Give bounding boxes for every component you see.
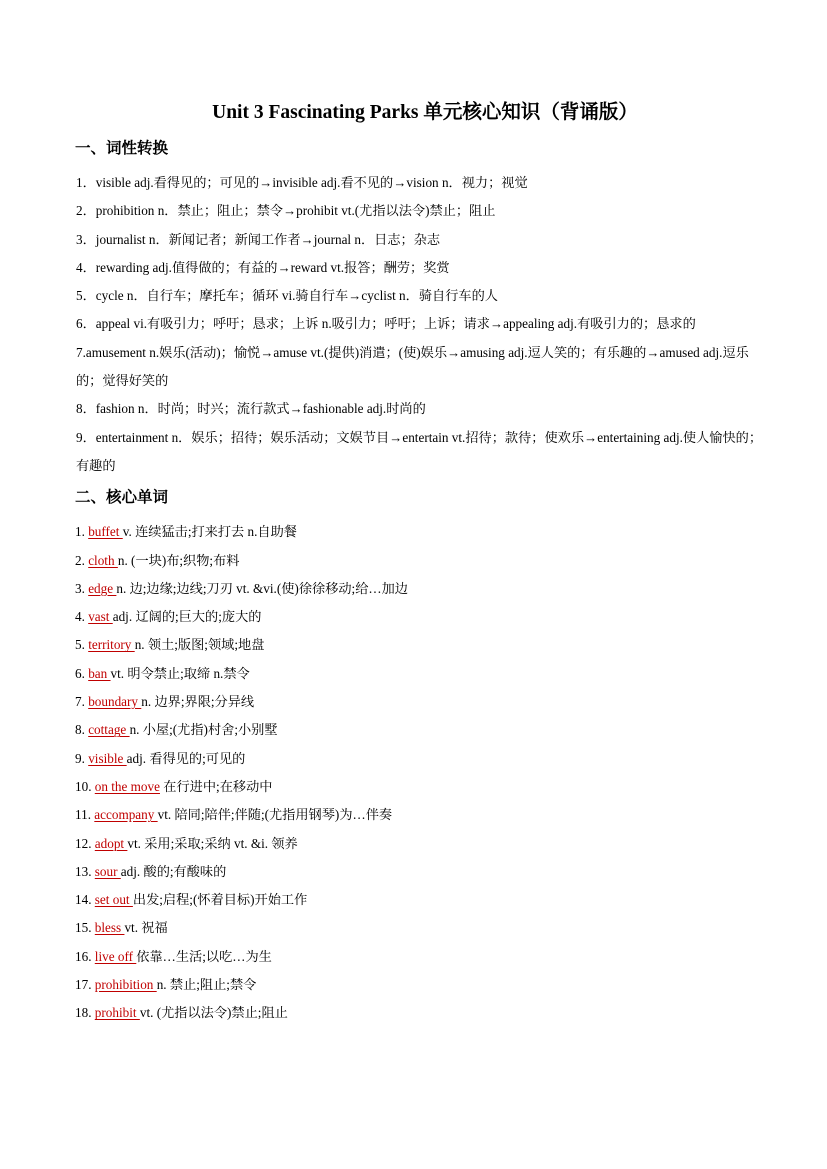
vocabulary-definition: n. (一块)布;织物;布料 — [117, 552, 240, 568]
word-form-item: 1．visible adj.看得见的；可见的→invisible adj.看不见的→vision n．视力；视觉 — [76, 175, 528, 190]
vocabulary-definition: v. 连续猛击;打来打去 n.自助餐 — [122, 524, 297, 540]
word-form-item: 3．journalist n．新闻记者；新闻工作者→journal n．日志；杂志 — [76, 231, 441, 247]
item-number: 10. — [75, 778, 92, 794]
item-number: 13. — [75, 863, 92, 879]
item-number: 5. — [75, 637, 85, 653]
vocabulary-definition: 在行进中;在移动中 — [159, 778, 273, 794]
vocabulary-term: adopt — [94, 835, 128, 851]
vocabulary-term: territory — [88, 637, 135, 653]
vocabulary-definition: adj. 辽阔的;巨大的;庞大的 — [112, 609, 262, 625]
list-item — [75, 999, 765, 1027]
core-words-list — [75, 518, 765, 1027]
vocabulary-definition: vt. 陪同;陪伴;伴随;(尤指用钢琴)为…伴奏 — [157, 807, 393, 823]
word-form-item: 9．entertainment n．娱乐；招待；娱乐活动；文娱节目→entertain vt.招待；款待；使欢乐→entertaining adj.使人愉快的；有趣的 — [76, 429, 763, 473]
list-item — [75, 745, 765, 773]
list-item — [75, 914, 765, 942]
vocabulary-term: sour — [94, 863, 121, 879]
vocabulary-term: cloth — [88, 552, 118, 568]
vocabulary-definition: n. 小屋;(尤指)村舍;小别墅 — [129, 722, 278, 738]
vocabulary-term: prohibition — [94, 977, 157, 993]
item-number: 18. — [75, 1005, 92, 1021]
item-number: 8. — [75, 722, 85, 738]
vocabulary-definition: 依靠…生活;以吃…为生 — [136, 948, 272, 964]
word-form-item: 5．cycle n．自行车；摩托车；循环 vi.骑自行车→cyclist n．骑自行车的人 — [76, 288, 498, 304]
item-number: 17. — [75, 977, 92, 993]
item-number: 11. — [75, 807, 91, 823]
vocabulary-term: cottage — [88, 722, 130, 738]
word-form-item: 8．fashion n．时尚；时兴；流行款式→fashionable adj.时尚的 — [76, 401, 426, 417]
item-number: 6. — [75, 665, 85, 681]
list-item — [75, 971, 765, 999]
vocabulary-term: on the move — [94, 778, 160, 794]
list-item — [75, 943, 765, 971]
vocabulary-term: boundary — [88, 694, 142, 710]
item-number: 12. — [75, 835, 92, 851]
vocabulary-definition: n. 禁止;阻止;禁令 — [156, 977, 257, 993]
item-number: 16. — [75, 948, 92, 964]
list-item — [75, 886, 765, 914]
vocabulary-term: live off — [94, 948, 137, 964]
vocabulary-term: accompany — [94, 807, 158, 823]
word-form-item: 7.amusement n.娱乐(活动)；愉悦→amuse vt.(提供)消遣；(使)娱乐→amusing adj.逗人笑的；有乐趣的→amused adj.逗乐的；觉得好笑的 — [76, 344, 749, 389]
list-item — [75, 801, 765, 829]
item-number: 3. — [75, 580, 85, 596]
vocabulary-term: visible — [88, 750, 127, 766]
list-item — [75, 518, 765, 546]
document-title: Unit 3 Fascinating Parks 单元核心知识（背诵版） — [212, 102, 638, 123]
list-item — [75, 547, 765, 575]
word-form-item: 2．prohibition n．禁止；阻止；禁令→prohibit vt.(尤指以法令)禁止；阻止 — [76, 203, 496, 219]
vocabulary-term: bless — [94, 920, 125, 936]
vocabulary-term: vast — [88, 609, 113, 625]
list-item — [75, 660, 765, 688]
vocabulary-definition: n. 领土;版图;领域;地盘 — [134, 637, 265, 653]
item-number: 4. — [75, 609, 85, 625]
word-form-item: 6．appeal vi.有吸引力；呼吁；恳求；上诉 n.吸引力；呼吁；上诉；请求→appealing adj.有吸引力的；恳求的 — [76, 316, 696, 332]
vocabulary-term: set out — [94, 892, 133, 908]
vocabulary-term: ban — [88, 665, 111, 681]
vocabulary-definition: n. 边界;界限;分异线 — [141, 694, 255, 710]
document-page — [75, 98, 765, 1028]
list-item — [75, 716, 765, 744]
vocabulary-definition: adj. 看得见的;可见的 — [126, 750, 246, 766]
item-number: 9. — [75, 750, 85, 766]
vocabulary-term: prohibit — [94, 1005, 140, 1021]
word-form-item: 4．rewarding adj.值得做的；有益的→reward vt.报答；酬劳；奖赏 — [76, 259, 450, 275]
vocabulary-definition: vt. (尤指以法令)禁止;阻止 — [139, 1005, 288, 1021]
item-number: 1. — [75, 524, 85, 540]
vocabulary-definition: vt. 采用;采取;采纳 vt. &i. 领养 — [127, 835, 298, 851]
vocabulary-definition: vt. 明令禁止;取缔 n.禁令 — [110, 665, 250, 681]
vocabulary-definition: vt. 祝福 — [124, 920, 168, 936]
list-item — [75, 631, 765, 659]
item-number: 14. — [75, 892, 92, 908]
list-item — [75, 575, 765, 603]
vocabulary-definition: n. 边;边缘;边线;刀刃 vt. &vi.(使)徐徐移动;给…加边 — [116, 580, 408, 596]
vocabulary-definition: adj. 酸的;有酸味的 — [120, 863, 227, 879]
item-number: 2. — [75, 552, 85, 568]
section-heading-word-forms: 一、词性转换 — [75, 140, 169, 157]
section-heading-core-words: 二、核心单词 — [75, 489, 169, 507]
list-item — [75, 830, 765, 858]
vocabulary-term: buffet — [88, 524, 123, 540]
list-item — [75, 773, 765, 801]
list-item — [75, 688, 765, 716]
word-forms-list — [75, 169, 765, 480]
vocabulary-definition: 出发;启程;(怀着目标)开始工作 — [132, 892, 308, 908]
item-number: 15. — [75, 920, 92, 936]
item-number: 7. — [75, 694, 85, 710]
list-item — [75, 603, 765, 631]
vocabulary-term: edge — [88, 580, 117, 596]
list-item — [75, 858, 765, 886]
